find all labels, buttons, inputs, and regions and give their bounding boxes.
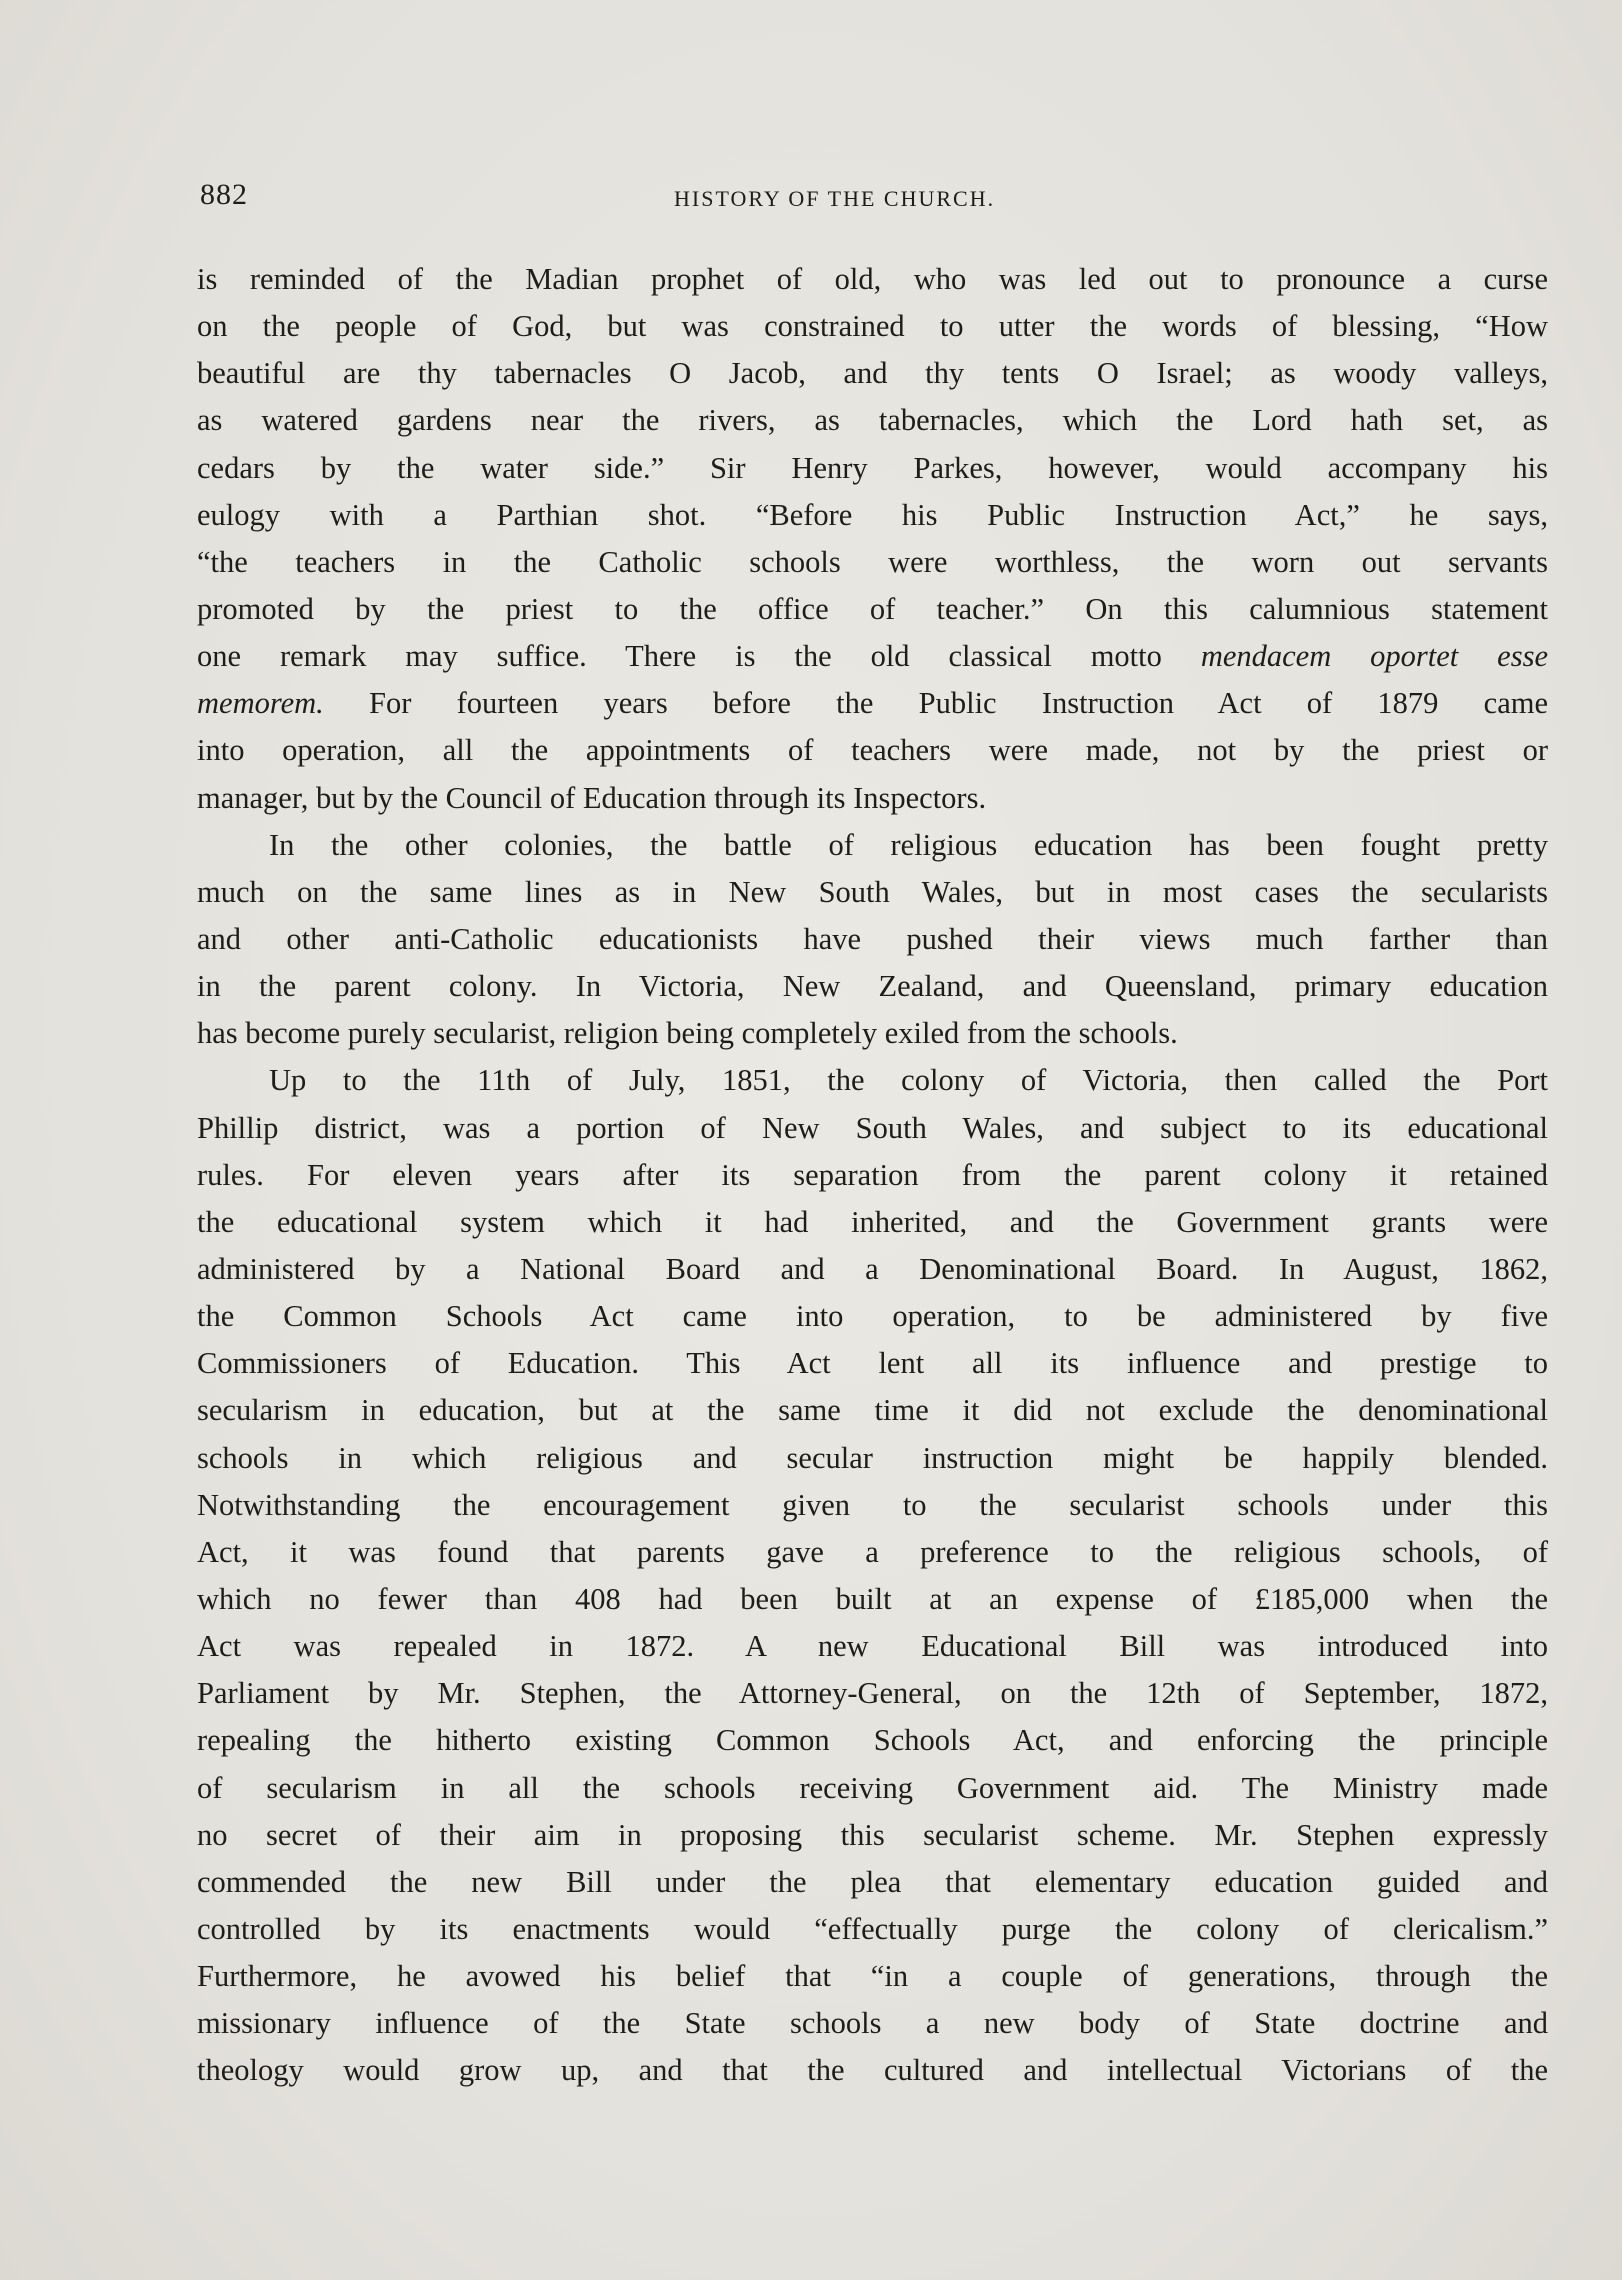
text-line: of secularism in all the schools receiving Government aid. The Ministry made xyxy=(197,1770,1548,1805)
latin-motto-end: memorem. xyxy=(197,686,324,721)
latin-motto: mendacem oportet esse xyxy=(1200,639,1548,674)
text-line: the educational system which it had inherited, and the Government grants were xyxy=(197,1204,1548,1239)
text-line: secularism in education, but at the same time it did not exclude the denominational xyxy=(197,1393,1548,1428)
text-line: Commissioners of Education. This Act lent all its influence and prestige to xyxy=(197,1346,1548,1381)
text-line: promoted by the priest to the office of teacher.” On this calumnious statement xyxy=(197,591,1548,626)
text-line: into operation, all the appointments of teachers were made, not by the priest or xyxy=(197,733,1548,768)
text-line: schools in which religious and secular instruction might be happily blended. xyxy=(197,1440,1548,1475)
text-line: in the parent colony. In Victoria, New Zealand, and Queensland, primary education xyxy=(197,969,1548,1004)
text-line: “the teachers in the Catholic schools were worthless, the worn out servants xyxy=(197,544,1548,579)
text-line: the Common Schools Act came into operation, to be administered by five xyxy=(197,1299,1548,1334)
text-line: commended the new Bill under the plea that elementary education guided and xyxy=(197,1864,1548,1899)
text-line: theology would grow up, and that the cultured and intellectual Victorians of the xyxy=(197,2053,1548,2088)
text-line: Act, it was found that parents gave a preference to the religious schools, of xyxy=(197,1534,1548,1569)
text-line xyxy=(197,680,1548,727)
text-line: repealing the hitherto existing Common Schools Act, and enforcing the principle xyxy=(197,1723,1548,1758)
text-line: has become purely secularist, religion being completely exiled from the schools. xyxy=(197,1016,1178,1051)
text-line: Notwithstanding the encouragement given to the secularist schools under this xyxy=(197,1487,1548,1522)
body-text xyxy=(197,256,1548,2094)
page-header xyxy=(200,178,1550,228)
text-line: and other anti-Catholic educationists have pushed their views much farther than xyxy=(197,921,1548,956)
text-segment: For fourteen years before the Public Instruction Act of 1879 came xyxy=(369,686,1548,721)
text-line: cedars by the water side.” Sir Henry Parkes, however, would accompany his xyxy=(197,450,1548,485)
text-line: on the people of God, but was constrained to utter the words of blessing, “How xyxy=(197,309,1548,344)
text-line: much on the same lines as in New South Wales, but in most cases the secularists xyxy=(197,874,1548,909)
text-line: beautiful are thy tabernacles O Jacob, and thy tents O Israel; as woody valleys, xyxy=(197,356,1548,391)
text-line: which no fewer than 408 had been built at an expense of £185,000 when the xyxy=(197,1581,1548,1616)
text-line: rules. For eleven years after its separation from the parent colony it retained xyxy=(197,1157,1548,1192)
text-line: Up to the 11th of July, 1851, the colony of Victoria, then called the Port xyxy=(269,1063,1548,1098)
text-line: as watered gardens near the rivers, as tabernacles, which the Lord hath set, as xyxy=(197,403,1548,438)
text-line: no secret of their aim in proposing this secularist scheme. Mr. Stephen expressly xyxy=(197,1817,1548,1852)
running-head: HISTORY OF THE CHURCH. xyxy=(674,186,996,211)
text-line: Phillip district, was a portion of New South Wales, and subject to its educational xyxy=(197,1110,1548,1145)
text-line: Parliament by Mr. Stephen, the Attorney-General, on the 12th of September, 1872, xyxy=(197,1676,1548,1711)
text-line: is reminded of the Madian prophet of old, who was led out to pronounce a curse xyxy=(197,262,1548,296)
text-line: controlled by its enactments would “effectually purge the colony of clericalism.” xyxy=(197,1911,1548,1946)
text-line: manager, but by the Council of Education through its Inspectors. xyxy=(197,780,987,815)
text-segment: one remark may suffice. There is the old classical motto xyxy=(197,639,1162,674)
text-line: eulogy with a Parthian shot. “Before his Public Instruction Act,” he says, xyxy=(197,497,1548,532)
text-line: Furthermore, he avowed his belief that “in a couple of generations, through the xyxy=(197,1959,1548,1994)
page-number: 882 xyxy=(200,178,248,211)
text-line: administered by a National Board and a Denominational Board. In August, 1862, xyxy=(197,1251,1548,1286)
text-line: missionary influence of the State schools a new body of State doctrine and xyxy=(197,2006,1548,2041)
text-line: Act was repealed in 1872. A new Educational Bill was introduced into xyxy=(197,1629,1548,1664)
text-line xyxy=(197,633,1548,680)
text-line: In the other colonies, the battle of religious education has been fought pretty xyxy=(269,827,1548,862)
